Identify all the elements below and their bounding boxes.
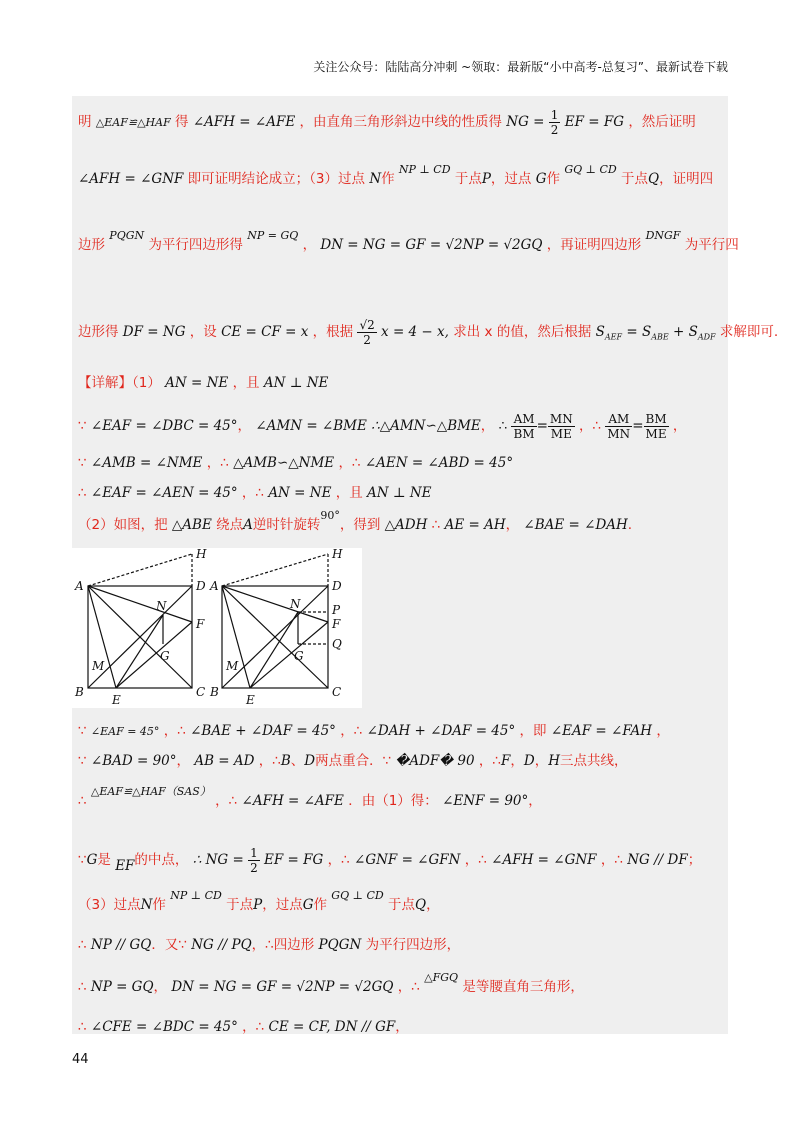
math: ∠EAF = 45° bbox=[90, 725, 160, 738]
text: ， bbox=[656, 723, 670, 739]
solution-line-17 bbox=[78, 1018, 409, 1036]
math: Q bbox=[414, 897, 427, 913]
subscript: ADF bbox=[697, 332, 716, 342]
solution-line-1 bbox=[78, 108, 696, 137]
math: AN ⊥ NE bbox=[367, 485, 432, 501]
text: ，且 bbox=[335, 485, 363, 501]
math: NP ⊥ CD bbox=[170, 889, 222, 902]
text: ，∴ bbox=[215, 793, 238, 809]
geometry-figure bbox=[72, 548, 362, 708]
text: 绕点 bbox=[216, 517, 244, 533]
text: 是等腰直角三角形， bbox=[462, 979, 584, 995]
math: CE = CF = x bbox=[221, 324, 309, 340]
text: 即可证明结论成立；（3）过点 bbox=[187, 171, 366, 187]
text: 的中点， bbox=[134, 852, 189, 868]
math: GQ ⊥ CD bbox=[564, 163, 617, 176]
math: △ABE bbox=[171, 517, 212, 533]
label-b-2: B bbox=[210, 685, 219, 699]
text: （2）如图，把 bbox=[78, 517, 168, 533]
text: ，∴ bbox=[258, 753, 281, 769]
fraction: $\frac{BM}{ME}$ bbox=[645, 412, 667, 441]
solution-line-8 bbox=[78, 484, 432, 502]
text: ，即 bbox=[519, 723, 547, 739]
math: △ADH bbox=[384, 517, 428, 533]
text: 、 bbox=[290, 753, 305, 769]
subscript: AEF bbox=[604, 332, 623, 342]
text: ， bbox=[505, 517, 520, 533]
therefore-symbol: ∴ bbox=[431, 517, 441, 533]
math: ∠GNF = ∠GFN bbox=[354, 852, 461, 868]
math: PQGN bbox=[109, 229, 145, 242]
math: S bbox=[595, 324, 605, 340]
math: + S bbox=[668, 324, 698, 340]
math: NG = bbox=[506, 114, 545, 130]
fraction: $\frac{√2}{2}$ bbox=[359, 318, 375, 347]
math: G bbox=[302, 897, 314, 913]
text: ，∴ bbox=[163, 723, 186, 739]
text: ， bbox=[672, 418, 687, 434]
text: 求出 x 的值，然后根据 bbox=[453, 324, 592, 340]
math: AN = NE bbox=[268, 485, 332, 501]
label-c-2: C bbox=[332, 685, 342, 699]
text: . bbox=[627, 517, 633, 533]
math: G bbox=[86, 852, 98, 868]
math: ∠BAD = 90° bbox=[90, 753, 177, 769]
math: P bbox=[253, 897, 263, 913]
math: NP // GQ bbox=[90, 937, 152, 953]
text: ，∴ bbox=[338, 455, 361, 471]
math: 90° bbox=[320, 509, 340, 522]
text: ， bbox=[237, 418, 252, 434]
label-d: D bbox=[196, 579, 206, 593]
math: D bbox=[304, 753, 316, 769]
math: F bbox=[501, 753, 511, 769]
math: A bbox=[243, 517, 253, 533]
therefore-symbol: ∴ bbox=[78, 485, 87, 501]
text: 于点 bbox=[387, 897, 415, 913]
text: ， bbox=[176, 753, 191, 769]
math: GQ ⊥ CD bbox=[331, 889, 384, 902]
math: NG // PQ bbox=[191, 937, 252, 953]
math: D bbox=[523, 753, 535, 769]
math: = bbox=[632, 418, 644, 434]
detail-heading: 【详解】（1） bbox=[78, 375, 161, 391]
because-symbol: ∵ bbox=[78, 418, 87, 434]
page-header: 关注公众号：陆陆高分冲刺 ~领取：最新版“小中高考-总复习”、最新试卷下载 bbox=[313, 60, 728, 74]
math: ∠EAF = ∠FAH bbox=[550, 723, 653, 739]
fraction: $\frac{AM}{MN}$ bbox=[607, 412, 631, 441]
text: ，∴ bbox=[327, 852, 350, 868]
text: ，∴四边形 bbox=[251, 937, 315, 953]
text: ，根据 bbox=[312, 324, 354, 340]
label-b: B bbox=[75, 685, 84, 699]
math: G bbox=[535, 171, 547, 187]
math: NG // DF bbox=[627, 852, 688, 868]
math: N bbox=[369, 171, 382, 187]
math: ∠BAE + ∠DAF = 45° bbox=[190, 723, 336, 739]
text: ，∴ bbox=[464, 852, 487, 868]
math: EF = FG bbox=[264, 852, 324, 868]
text: 作 bbox=[546, 171, 561, 187]
label-q: Q bbox=[332, 637, 342, 651]
because-symbol: ∵ bbox=[78, 723, 87, 739]
math: △EAF≌△HAF bbox=[95, 116, 171, 129]
text: ．又∵ bbox=[151, 937, 187, 953]
fraction: $\frac{1}{2}$ bbox=[250, 846, 258, 875]
math: H bbox=[548, 753, 560, 769]
math: ∠AFH = ∠AFE bbox=[241, 793, 344, 809]
math: ∠ENF = 90° bbox=[442, 793, 529, 809]
label-h-2: H bbox=[332, 548, 343, 561]
math: DN = NG = GF = √2NP = √2GQ bbox=[320, 237, 543, 253]
fraction: $\frac{AM}{BM}$ bbox=[513, 412, 535, 441]
math: NP = GQ bbox=[90, 979, 154, 995]
text: 于点 bbox=[226, 897, 254, 913]
text: ，∴ bbox=[600, 852, 623, 868]
text: 于点 bbox=[454, 171, 482, 187]
fraction: $\frac{1}{2}$ bbox=[550, 108, 559, 137]
because-symbol: ∵ bbox=[78, 753, 87, 769]
text: ，过点 bbox=[262, 897, 303, 913]
math: △FGQ bbox=[424, 971, 459, 984]
text: ，∴ bbox=[206, 455, 229, 471]
label-f: F bbox=[196, 617, 205, 631]
text: 为平行四边形， bbox=[365, 937, 461, 953]
math: �ADF� 90 bbox=[395, 753, 475, 769]
because-symbol: ∵ bbox=[78, 455, 87, 471]
math: ∠DAH + ∠DAF = 45° bbox=[366, 723, 516, 739]
math: AN ⊥ NE bbox=[263, 375, 329, 391]
text: 作 bbox=[313, 897, 327, 913]
label-a: A bbox=[75, 579, 84, 593]
label-f-2: F bbox=[332, 617, 341, 631]
therefore-symbol: ∴ bbox=[78, 793, 87, 809]
math: ∴ NG = bbox=[192, 852, 244, 868]
math: CE = CF, DN // GF bbox=[268, 1019, 396, 1035]
text: 边形得 bbox=[78, 324, 119, 340]
label-a-2: A bbox=[210, 579, 219, 593]
subscript: ABE bbox=[651, 332, 669, 342]
math: ∴△AMN∽△BME bbox=[371, 418, 481, 434]
math: = bbox=[536, 418, 548, 434]
text: 为平行四边形得 bbox=[148, 237, 243, 253]
solution-line-15 bbox=[78, 936, 460, 954]
text: ，∴ bbox=[242, 1019, 265, 1035]
math: DF = NG bbox=[122, 324, 186, 340]
text: ， bbox=[302, 237, 317, 253]
math: ∠AFH = ∠GNF bbox=[491, 852, 597, 868]
text: （3）过点 bbox=[78, 897, 141, 913]
text: ； bbox=[687, 852, 702, 868]
page-number: 44 bbox=[72, 1052, 89, 1067]
text: ．由（1）得： bbox=[348, 793, 438, 809]
text: ，然后证明 bbox=[628, 114, 696, 130]
text: 得 bbox=[175, 114, 189, 130]
text: 求解即可. bbox=[719, 324, 779, 340]
fraction: $\frac{MN}{ME}$ bbox=[549, 412, 573, 441]
text: ，∴ bbox=[340, 723, 363, 739]
text: ， bbox=[528, 793, 542, 809]
therefore-symbol: ∴ bbox=[78, 937, 87, 953]
text: ，过点 bbox=[490, 171, 532, 187]
label-n: N bbox=[156, 599, 167, 613]
math: EF = FG bbox=[564, 114, 625, 130]
text: ， bbox=[480, 418, 495, 434]
math: EF bbox=[115, 858, 135, 874]
solution-line-9 bbox=[78, 509, 633, 535]
math: ∠AFH = ∠GNF bbox=[78, 171, 184, 187]
math: DN = NG = GF = √2NP = √2GQ bbox=[171, 979, 394, 995]
solution-line-7 bbox=[78, 454, 513, 472]
label-p: P bbox=[332, 603, 341, 617]
solution-line-10 bbox=[78, 722, 670, 741]
math: ∠EAF = ∠DBC = 45° bbox=[90, 418, 238, 434]
solution-line-16 bbox=[78, 971, 584, 997]
math: NP = GQ bbox=[247, 229, 299, 242]
because-symbol: ∵ bbox=[78, 852, 87, 868]
solution-line-13 bbox=[78, 846, 701, 875]
math: B bbox=[280, 753, 291, 769]
text: ，证明四 bbox=[659, 171, 714, 187]
label-g-2: G bbox=[294, 649, 304, 663]
label-e: E bbox=[112, 693, 121, 707]
solution-line-11 bbox=[78, 752, 627, 770]
text: ， bbox=[534, 753, 549, 769]
math: PQGN bbox=[318, 937, 362, 953]
solution-line-3 bbox=[78, 229, 739, 255]
math: = S bbox=[622, 324, 652, 340]
math: P bbox=[481, 171, 491, 187]
therefore-symbol: ∴ bbox=[78, 979, 87, 995]
solution-line-5 bbox=[78, 374, 328, 392]
math: ∠BAE = ∠DAH bbox=[523, 517, 628, 533]
text: ，∴ bbox=[579, 418, 602, 434]
text: 作 bbox=[152, 897, 166, 913]
label-g: G bbox=[160, 649, 170, 663]
math: AN = NE bbox=[165, 375, 229, 391]
solution-line-6 bbox=[78, 412, 686, 441]
math: ∠AEN = ∠ABD = 45° bbox=[364, 455, 514, 471]
math: △EAF≌△HAF（SAS） bbox=[90, 785, 211, 798]
text: ， bbox=[510, 753, 524, 769]
text: ，∴ bbox=[478, 753, 501, 769]
text: 是 bbox=[97, 852, 111, 868]
text: ，再证明四边形 bbox=[546, 237, 642, 253]
text: 三点共线， bbox=[559, 753, 628, 769]
text: 边形 bbox=[78, 237, 105, 253]
math: ∠AMN = ∠BME bbox=[255, 418, 367, 434]
label-d-2: D bbox=[332, 579, 342, 593]
text: ，∴ bbox=[241, 485, 265, 501]
label-m: M bbox=[92, 659, 105, 673]
text: 两点重合．∵ bbox=[315, 753, 392, 769]
math: x = 4 − x, bbox=[381, 324, 449, 340]
math: △AMB∽△NME bbox=[233, 455, 335, 471]
text: ， bbox=[426, 897, 440, 913]
text: ， bbox=[395, 1019, 409, 1035]
math: DNGF bbox=[645, 229, 681, 242]
text: ， bbox=[153, 979, 168, 995]
label-n-2: N bbox=[290, 597, 301, 611]
text: ，∴ bbox=[397, 979, 420, 995]
math: ∠AMB = ∠NME bbox=[90, 455, 203, 471]
label-e-2: E bbox=[246, 693, 255, 707]
text: ，得到 bbox=[339, 517, 381, 533]
math: AB = AD bbox=[194, 753, 255, 769]
math: AE = AH bbox=[444, 517, 506, 533]
text: 作 bbox=[381, 171, 395, 187]
text: ，由直角三角形斜边中线的性质得 bbox=[299, 114, 502, 130]
text: 逆时针旋转 bbox=[252, 517, 321, 533]
therefore-symbol: ∴ bbox=[498, 418, 508, 434]
label-h: H bbox=[196, 548, 207, 561]
text: ，且 bbox=[232, 375, 260, 391]
math: ∠AFH = ∠AFE bbox=[192, 114, 296, 130]
math: ∠EAF = ∠AEN = 45° bbox=[90, 485, 238, 501]
math: N bbox=[140, 897, 153, 913]
solution-line-4 bbox=[78, 318, 778, 347]
label-c: C bbox=[196, 685, 206, 699]
math: ∠CFE = ∠BDC = 45° bbox=[90, 1019, 238, 1035]
therefore-symbol: ∴ bbox=[78, 1019, 87, 1035]
math: Q bbox=[648, 171, 660, 187]
text: 明 bbox=[78, 114, 92, 130]
label-m-2: M bbox=[226, 659, 239, 673]
math: NP ⊥ CD bbox=[398, 163, 451, 176]
text: ，设 bbox=[189, 324, 217, 340]
text: 于点 bbox=[621, 171, 648, 187]
text: 为平行四 bbox=[684, 237, 739, 253]
